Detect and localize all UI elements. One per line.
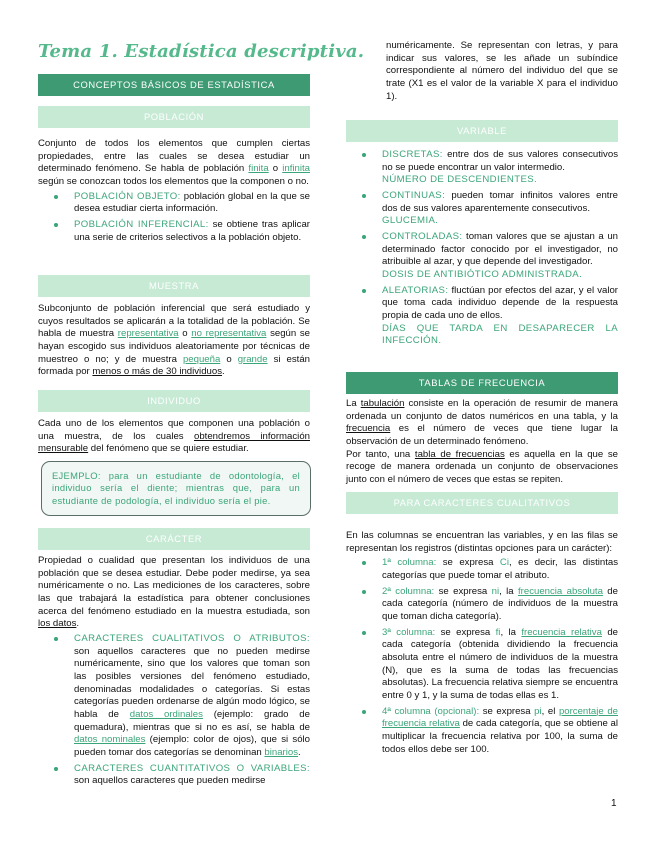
band-poblacion: POBLACIÓN <box>38 106 310 128</box>
band-conceptos: CONCEPTOS BÁSICOS DE ESTADÍSTICA <box>38 74 310 96</box>
individuo-section: Cada uno de los elementos que componen una población o una muestra, de los cuales obtendremos información mensurable del fenómeno que se quiere estudiar. <box>38 418 310 455</box>
caracter-section: Propiedad o cualidad que presentan los individuos de una población que se desea estudiar. Debe poder medirse, ya sea numéricamente o no. Las mediciones de los caracteres, sobre las que trabajará la estadística para obtener conclusiones acerca del fenómeno estudiado en la muestra estudiada, son los datos. CARACTERES CUALITATIVOS O ATRIBUTOS: son aquellos caracteres que no pueden medirse numéricamente, sino que los valores que toman son las posibles versiones del fenómeno estudiado, denominadas modalidades o categorías. Si estas categorías pueden ordenarse de algún modo lógico, se habla de datos ordinales (ejemplo: grado de quemadura), mientras que si no es así, se habla de datos nominales (ejemplo: color de ojos), que si sólo pueden tomar dos categorías se denominan binarios. CARACTERES CUANTITATIVOS O VARIABLES: son aquellos caracteres que pueden medirse <box>38 555 310 787</box>
page-title: Tema 1. Estadística descriptiva. <box>38 41 365 62</box>
band-caracter: CARÁCTER <box>38 528 310 550</box>
tablas-section: La tabulación consiste en la operación de resumir de manera ordenada un conjunto de datos numéricos en una tabla, y la frecuencia es el número de veces que tiene lugar la observación de un determinado fenómeno. Por tanto, una tabla de frecuencias es aquella en la que se recoge de manera ordenada un conjunto de observaciones junto con el número de veces que estas se repiten. <box>346 398 619 485</box>
list-item-columna-3: 3ª columna: se expresa fi, la frecuencia relativa de cada categoría (obtenida dividiendo la frecuencia absoluta entre el número de individuos de la muestra (N), que es la suma de todas las frecuencias absolutas). La frecuencia relativa siempre se encuentra entre 0 y 1, y la suma de todas ellas es 1. <box>382 626 619 701</box>
list-item-columna-2: 2ª columna: se expresa ni, la frecuencia absoluta de cada categoría (número de individuos de la muestra que toman dicha categoría). <box>382 585 618 622</box>
variable-section <box>346 149 618 351</box>
page-number: 1 <box>611 798 617 809</box>
list-item-controladas: CONTROLADAS: toman valores que se ajustan a un determinado factor conocido por el investigador, no atribuible al azar, y que depende del investigador. DOSIS DE ANTIBIÓTICO ADMINISTRADA. <box>382 230 618 280</box>
list-item-cualitativos: CARACTERES CUALITATIVOS O ATRIBUTOS: son aquellos caracteres que no pueden medirse numéricamente, sino que los valores que toman son las posibles versiones del fenómeno estudiado, denominadas modalidades o categorías. Si estas categorías pueden ordenarse de algún modo lógico, se habla de datos ordinales (ejemplo: grado de quemadura), mientras que si no es así, se habla de datos nominales (ejemplo: color de ojos), que si sólo pueden tomar dos categorías se denominan binarios. <box>74 632 310 758</box>
list-item-continuas: CONTINUAS: pueden tomar infinitos valores entre dos de sus valores aparentemente consecutivos. GLUCEMIA. <box>382 189 618 227</box>
caracter-continuation: numéricamente. Se representan con letras, y para indicar sus valores, se les añade un subíndice correspondiente al número del individuo del que se trate (X1 es el valor de la variable X para el individuo 1). <box>386 40 618 102</box>
list-item-aleatorias: ALEATORIAS: fluctúan por efectos del azar, y el valor que toma cada individuo depende de la respuesta propia de cada uno de ellos. DÍAS QUE TARDA EN DESAPARECER LA INFECCIÓN. <box>382 284 618 347</box>
band-individuo: INDIVIDUO <box>38 390 310 412</box>
cualitativos-section: En las columnas se encuentran las variables, y en las filas se representan los registros (distintas opciones para un carácter): 1ª columna: se expresa Ci, es decir, las distintas categorías que puede tomar el atributo. 2ª columna: se expresa ni, la frecuencia absoluta de cada categoría (número de individuos de la muestra que toman dicha categoría). 3ª columna: se expresa fi, la frecuencia relativa de cada categoría (obtenida dividiendo la frecuencia absoluta entre el número de individuos de la muestra (N), que es la suma de todas las frecuencias absolutas). La frecuencia relativa siempre se encuentra entre 0 y 1, y la suma de todas ellas es 1. 4ª columna (opcional): se expresa pi, el porcentaje de frecuencia relativa de cada categoría, que se obtiene al multiplicar la frecuencia relativa por 100, la suma de todos ellos debe ser 100. <box>346 530 619 755</box>
infinita-term: infinita <box>282 163 310 175</box>
list-item-poblacion-inferencial: POBLACIÓN INFERENCIAL: se obtiene tras aplicar una serie de criterios selectivos a la población objeto. <box>74 218 310 243</box>
list-item-cuantitativos: CARACTERES CUANTITATIVOS O VARIABLES: son aquellos caracteres que pueden medirse <box>74 762 310 787</box>
poblacion-section: Conjunto de todos los elementos que cumplen ciertas propiedades, entre las cuales se desea estudiar un determinado fenómeno. Se habla de población finita o infinita según se conozcan todos los elementos que la componen o no. POBLACIÓN OBJETO: población global en la que se desea estudiar cierta información. POBLACIÓN INFERENCIAL: se obtiene tras aplicar una serie de criterios selectivos a la población objeto. <box>38 138 310 243</box>
muestra-section: Subconjunto de población inferencial que será estudiado y cuyos resultados se aplicarán a la totalidad de la población. Se habla de muestra representativa o no representativa según se hayan escogido sus individuos aleatoriamente por técnicas de muestreo o no; y de muestra pequeña o grande si están formada por menos o más de 30 individuos. <box>38 303 311 378</box>
band-tablas: TABLAS DE FRECUENCIA <box>346 372 618 394</box>
list-item-poblacion-objeto: POBLACIÓN OBJETO: población global en la que se desea estudiar cierta información. <box>74 190 310 215</box>
example-box: EJEMPLO: para un estudiante de odontología, el individuo sería el diente; mientras que, para un estudiante de podología, el individuo sería el pie. <box>41 461 311 516</box>
band-cualitativos: PARA CARACTERES CUALITATIVOS <box>346 492 618 514</box>
list-item-discretas: DISCRETAS: entre dos de sus valores consecutivos no se puede encontrar un valor intermedio. NÚMERO DE DESCENDIENTES. <box>382 149 618 186</box>
band-variable: VARIABLE <box>346 120 618 142</box>
finita-term: finita <box>248 163 269 175</box>
list-item-columna-1: 1ª columna: se expresa Ci, es decir, las distintas categorías que puede tomar el atributo. <box>382 557 618 581</box>
band-muestra: MUESTRA <box>38 275 310 297</box>
list-item-columna-4: 4ª columna (opcional): se expresa pi, el porcentaje de frecuencia relativa de cada categoría, que se obtiene al multiplicar la frecuencia relativa por 100, la suma de todos ellos debe ser 100. <box>382 705 618 755</box>
